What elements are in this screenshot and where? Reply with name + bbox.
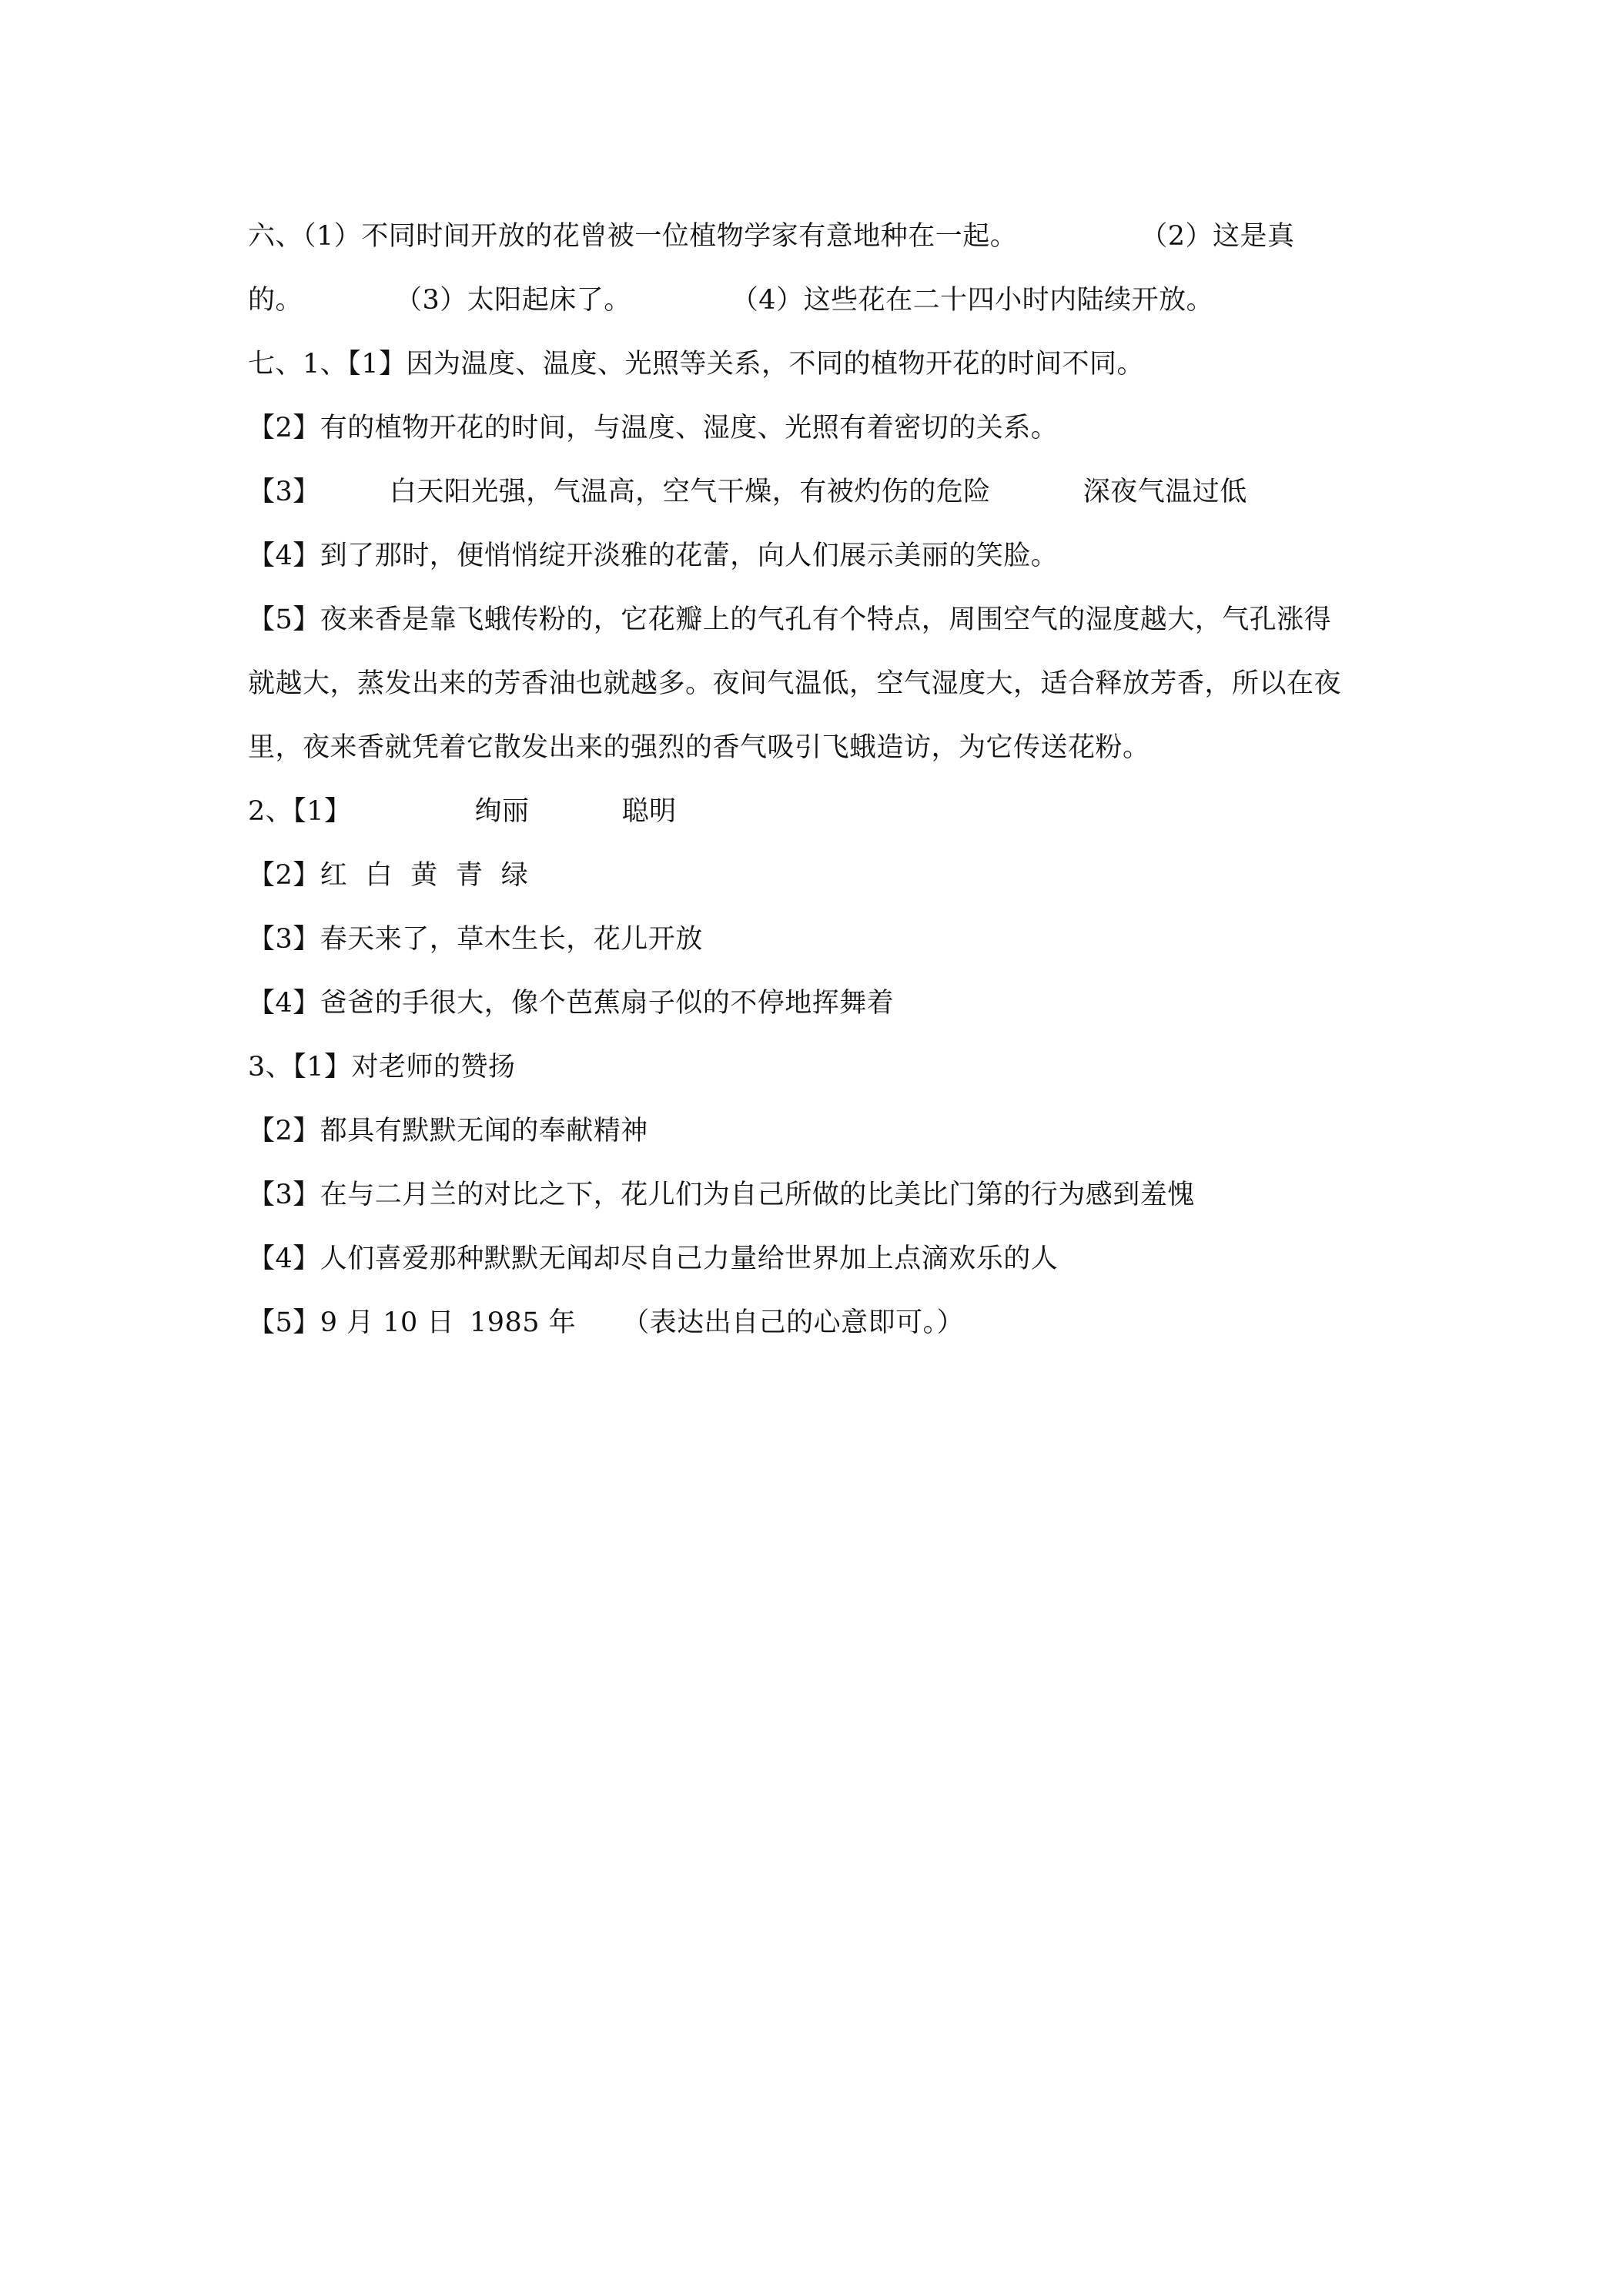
section7-q1-a2: 【2】有的植物开花的时间，与温度、湿度、光照有着密切的关系。 [248, 413, 1059, 443]
section7-q2-a3: 【3】春天来了，草木生长，花儿开放 [248, 924, 703, 955]
section7-q1-a4: 【4】到了那时，便悄悄绽开淡雅的花蕾，向人们展示美丽的笑脸。 [248, 541, 1059, 571]
section7-q1-a5-line3: 里，夜来香就凭着它散发出来的强烈的香气吸引飞蛾造访，为它传送花粉。 [248, 732, 1150, 763]
section7-q1-a1: 七、1、【1】因为温度、温度、光照等关系，不同的植物开花的时间不同。 [248, 349, 1145, 380]
section7-q3-a5-note: （表达出自己的心意即可。） [622, 1307, 965, 1338]
section7-q2-a1-word2: 聪明 [621, 796, 677, 827]
section7-q2-a1 [248, 780, 1387, 844]
section7-q3-a4: 【4】人们喜爱那种默默无闻却尽自己力量给世界加上点滴欢乐的人 [248, 1243, 1059, 1274]
section7-q3-a5-date: 【5】9 月 10 日 [248, 1307, 454, 1338]
section6-answer-4: （4）这些花在二十四小时内陆续开放。 [731, 285, 1214, 316]
section7-q2-a1-word1: 绚丽 [474, 796, 530, 827]
section7-q3-a5 [248, 1291, 1387, 1355]
section7-q3-a3: 【3】在与二月兰的对比之下，花儿们为自己所做的比美比门第的行为感到羞愧 [248, 1180, 1195, 1210]
section7-q3-a2: 【2】都具有默默无闻的奉献精神 [248, 1116, 648, 1146]
answer-text-block [248, 205, 1387, 1355]
section7-q2-a1-label: 2、【1】 [248, 796, 352, 827]
section7-q1-a5-line1: 【5】夜来香是靠飞蛾传粉的，它花瓣上的气孔有个特点，周围空气的湿度越大，气孔涨得 [248, 604, 1332, 635]
section6-answer-2-end: 的。 [248, 285, 303, 316]
section7-q1-a3-part2: 深夜气温过低 [1083, 477, 1247, 507]
section7-q3-a5-year: 1985 年 [469, 1307, 577, 1338]
section7-q2-a4: 【4】爸爸的手很大，像个芭蕉扇子似的不停地挥舞着 [248, 988, 895, 1019]
section6-line1 [248, 205, 1387, 269]
section6-line2 [248, 269, 1387, 333]
section7-q1-a3-part1: 白天阳光强，气温高，空气干燥，有被灼伤的危险 [389, 477, 991, 507]
section6-answer-3: （3）太阳起床了。 [395, 285, 631, 316]
section7-q1-a5-line2: 就越大，蒸发出来的芳香油也就越多。夜间气温低，空气湿度大，适合释放芳香，所以在夜 [248, 668, 1342, 699]
section6-answer-1: 六、（1）不同时间开放的花曾被一位植物学家有意地种在一起。 [248, 221, 1018, 252]
section7-q3-a1: 3、【1】对老师的赞扬 [248, 1052, 516, 1083]
section7-q2-a2: 【2】红 白 黄 青 绿 [248, 860, 529, 891]
section7-q1-a3-label: 【3】 [248, 477, 320, 507]
section6-answer-2-start: （2）这是真 [1140, 221, 1295, 252]
section7-q1-a3 [248, 460, 1387, 524]
